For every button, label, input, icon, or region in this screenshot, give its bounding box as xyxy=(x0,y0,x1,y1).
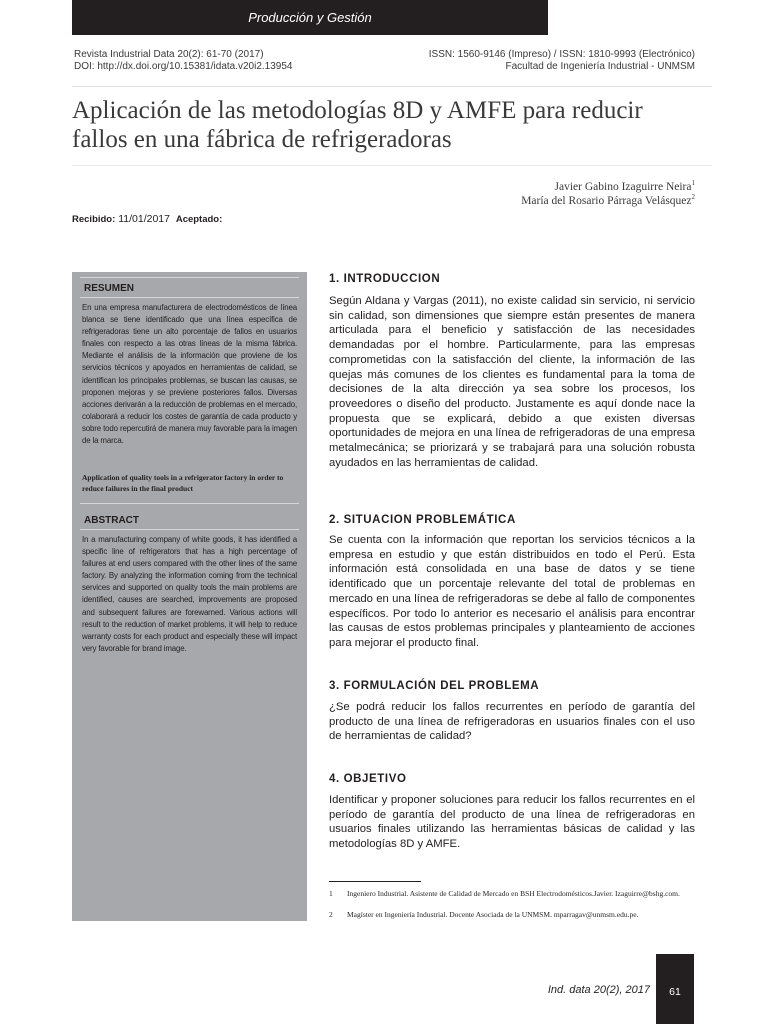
footnote-number: 2 xyxy=(329,910,333,919)
section-heading: 2. SITUACION PROBLEMÁTICA xyxy=(329,514,516,526)
author-name: María del Rosario Párraga Velásquez xyxy=(521,194,692,207)
section-heading: 1. INTRODUCCION xyxy=(329,273,441,285)
section-body: ¿Se podrá reducir los fallos recurrentes en período de garantía del producto de una línea de refrigeradoras en usuarios finales con el uso de herramientas de calidad? xyxy=(329,701,695,743)
footnote xyxy=(329,889,695,900)
issn-text: ISSN: 1560-9146 (Impreso) / ISSN: 1810-9993 (Electrónico) xyxy=(428,49,695,60)
author-affiliation-mark: 2 xyxy=(691,193,695,201)
received-date: 11/01/2017 xyxy=(118,213,170,225)
footnote-text: Magíster en Ingeniería Industrial. Docente Asociada de la UNMSM. mparragav@unmsm.edu.pe. xyxy=(347,910,639,919)
abstract-sidebar xyxy=(72,272,307,921)
title-divider xyxy=(72,165,712,166)
header-divider xyxy=(72,86,712,87)
author-name: Javier Gabino Izaguirre Neira xyxy=(554,180,692,193)
doi-link[interactable]: DOI: http://dx.doi.org/10.15381/idata.v20i2.13954 xyxy=(74,61,293,72)
issn-meta xyxy=(380,49,695,73)
section-heading: 3. FORMULACIÓN DEL PROBLEMA xyxy=(329,680,540,692)
article-title: Aplicación de las metodologías 8D y AMFE para reducir fallos en una fábrica de refrigeradoras xyxy=(72,97,643,153)
section-body: Identificar y proponer soluciones para reducir los fallos recurrentes en el período de garantía del producto de una línea de refrigeradoras en usuarios finales utilizando las herramientas básicas de calidad y las metodologías 8D y AMFE. xyxy=(329,794,695,851)
faculty-text: Facultad de Ingeniería Industrial - UNMSM xyxy=(505,61,695,72)
page-number-box xyxy=(656,954,694,1024)
journal-meta xyxy=(74,49,293,73)
section-body: Según Aldana y Vargas (2011), no existe calidad sin servicio, ni servicio sin calidad, son dimensiones que siempre están presentes de manera articulada para el beneficio y satisfacción de las necesidades demandadas por el hombre. Particularmente, para las empresas comprometidas con la satisfacción del cliente, la información de las quejas más comunes de los clientes es fundamental para la toma de decisiones de la alta dirección ya sea sobre los procesos, los proveedores o diseño del producto. Justamente es aquí donde nace la propuesta que se explicará, debido a que existen diversas oportunidades de mejora en una línea de refrigeradoras de una empresa metalmecánica; se priorizará y se trabajará para una solución robusta ayudados en las herramientas de calidad. xyxy=(329,295,695,469)
sidebar-rule xyxy=(80,529,299,530)
journal-citation: Revista Industrial Data 20(2): 61-70 (2017) xyxy=(74,49,264,60)
section-body: Se cuenta con la información que reportan los servicios técnicos a la empresa en estudio y que están distribuidos en todo el Perú. Esta información está consolidada en una base de datos y se tiene identificado que un porcentaje relevante del total de problemas en mercado en una línea de refrigeradoras se debe al fallo de componentes específicos. Por todo lo anterior es necesario el análisis para encontrar las causas de estos problemas principales y planteamiento de acciones para mejorar el producto final. xyxy=(329,534,695,649)
section-label: Producción y Gestión xyxy=(248,10,372,25)
footnote-divider xyxy=(329,881,421,882)
received-label: Recibido: xyxy=(72,214,116,225)
page-number: 61 xyxy=(669,986,681,998)
submission-dates xyxy=(72,213,222,225)
resumen-text: En una empresa manufacturera de electrodomésticos de línea blanca se tiene identificado que una línea específica de refrigeradoras tiene un alto porcentaje de fallos en usuarios finales con respecto a las otras líneas de la misma fábrica. Mediante el análisis de la información que proviene de los servicios técnicos y apoyados en herramientas de calidad, se identifican los principales problemas, se buscan las causas, se proponen mejoras y se previene posteriores fallos. Diversas acciones derivarán a la reducción de problemas en el mercado, colaborará a reducir los costes de garantía de cada producto y sobre todo repercutirá de manera muy favorable para la imagen de la marca. xyxy=(82,303,297,446)
section-heading: 4. OBJETIVO xyxy=(329,773,407,785)
sidebar-rule xyxy=(80,503,299,504)
sidebar-rule xyxy=(80,297,299,298)
author-2 xyxy=(521,193,695,207)
english-title: Application of quality tools in a refrigerator factory in order to reduce failures in the final product xyxy=(82,473,284,493)
footnote-number: 1 xyxy=(329,889,333,898)
abstract-text: In a manufacturing company of white goods, it has identified a specific line of refrigerators that has a high percentage of failures at end users compared with the other lines of the same factory. By analyzing the information coming from the technical services and supported on quality tools the main problems are identified, causes are searched, improvements are proposed and subsequent failures are forewarned. Various actions will result to the reduction of market problems, it will help to reduce warranty costs for each product and especially these will impact very favorable for brand image. xyxy=(82,535,297,653)
abstract-heading: ABSTRACT xyxy=(84,515,139,526)
resumen-heading: RESUMEN xyxy=(84,283,135,294)
footer-journal: Ind. data 20(2), 2017 xyxy=(547,984,650,996)
footnote-text: Ingeniero Industrial. Asistente de Calidad de Mercado en BSH Electrodomésticos.Javier. Izaguirre@bshg.com. xyxy=(347,889,680,898)
section-banner xyxy=(72,0,548,35)
footnote xyxy=(329,910,695,921)
author-affiliation-mark: 1 xyxy=(691,179,695,187)
sidebar-rule xyxy=(80,277,299,278)
accepted-label: Aceptado: xyxy=(175,214,223,225)
author-1 xyxy=(555,179,695,193)
